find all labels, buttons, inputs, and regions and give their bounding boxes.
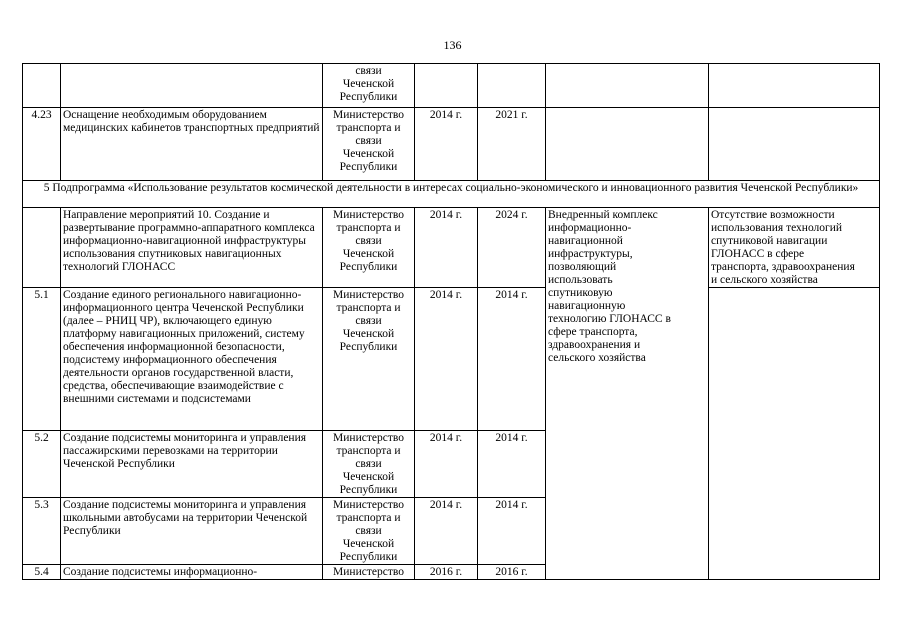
executor-cell: Министерство транспорта и связи Чеченской Республики [323,108,415,181]
item-number-cell [23,64,61,108]
page-number: 136 [443,38,462,52]
consequence-cell-empty [709,288,880,580]
executor-cell: Министерство транспорта и связи Чеченской Республики [323,288,415,431]
consequence-cell [709,64,880,108]
table-row [23,108,880,181]
end-year-cell: 2014 г. [478,288,546,431]
consequence-cell: Отсутствие возможности использования технологий спутниковой навигации ГЛОНАСС в сфере транспорта, здравоохранения и сельского хозяйства [709,208,880,288]
start-year-cell: 2014 г. [415,208,478,288]
activity-name-cell: Создание подсистемы информационно- [61,565,323,580]
end-year-cell: 2021 г. [478,108,546,181]
table-row [23,208,880,288]
activity-name-cell: Создание единого регионального навигационно-информационного центра Чеченской Республики (далее – РНИЦ ЧР), включающего единую платформу навигационных приложений, систему обеспечения информационной безопасности, подсистему информационного обеспечения деятельности органов государственной власти, средства, обеспечивающие взаимодействие с внешними системами и подсистемами [61,288,323,431]
start-year-cell [415,64,478,108]
executor-cell: Министерство транспорта и связи Чеченской Республики [323,208,415,288]
start-year-cell: 2014 г. [415,288,478,431]
item-number-cell: 5.1 [23,288,61,431]
program-table [22,63,880,580]
end-year-cell: 2016 г. [478,565,546,580]
expected-result-cell [546,108,709,181]
executor-cell: Министерство транспорта и связи Чеченской Республики [323,431,415,498]
end-year-cell: 2014 г. [478,498,546,565]
table-row [23,288,880,431]
item-number-cell [23,208,61,288]
end-year-cell: 2014 г. [478,431,546,498]
end-year-cell [478,64,546,108]
subprogram-title: 5 Подпрограмма «Использование результатов космической деятельности в интересах социально-экономического и инновационного развития Чеченской Республики» [23,181,880,208]
table-row [23,64,880,108]
consequence-cell [709,108,880,181]
start-year-cell: 2014 г. [415,498,478,565]
activity-name-cell: Создание подсистемы мониторинга и управления школьными автобусами на территории Чеченской Республики [61,498,323,565]
activity-name-cell [61,64,323,108]
activity-name-cell: Создание подсистемы мониторинга и управления пассажирскими перевозками на территории Чеченской Республики [61,431,323,498]
start-year-cell: 2014 г. [415,431,478,498]
activity-name-cell: Направление мероприятий 10. Создание и развертывание программно-аппаратного комплекса информационно-навигационной инфраструктуры использования спутниковых навигационных технологий ГЛОНАСС [61,208,323,288]
item-number-cell: 5.2 [23,431,61,498]
executor-cell: Министерство транспорта и связи Чеченской Республики [323,498,415,565]
executor-cell: Министерство [323,565,415,580]
item-number-cell: 5.3 [23,498,61,565]
start-year-cell: 2016 г. [415,565,478,580]
expected-result-cell: Внедренный комплекс информационно- навигационной инфраструктуры, позволяющий использовать спутниковую навигационную технологию ГЛОНАСС в сфере транспорта, здравоохранения и сельского хозяйства [546,208,709,580]
end-year-cell: 2024 г. [478,208,546,288]
activity-name-cell: Оснащение необходимым оборудованием медицинских кабинетов транспортных предприятий [61,108,323,181]
executor-cell: связи Чеченской Республики [323,64,415,108]
item-number-cell: 5.4 [23,565,61,580]
expected-result-cell [546,64,709,108]
start-year-cell: 2014 г. [415,108,478,181]
subprogram-header-row [23,181,880,208]
item-number-cell: 4.23 [23,108,61,181]
